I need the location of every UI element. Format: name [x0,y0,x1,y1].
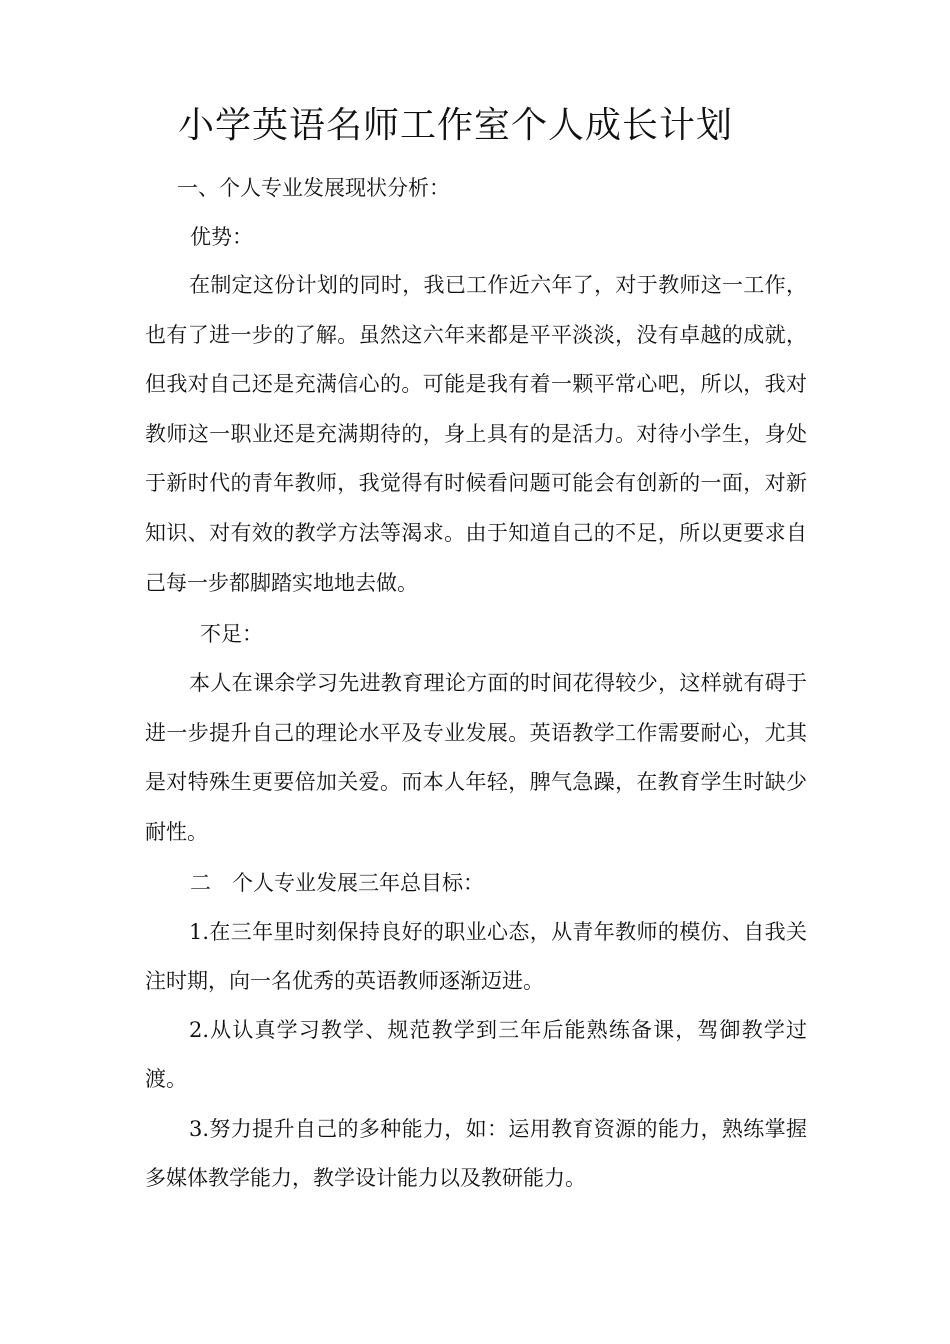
strengths-label: 优势： [190,225,253,249]
strengths-paragraph: 在制定这份计划的同时，我已工作近六年了，对于教师这一工作，也有了进一步的了解。虽然这六年来都是平平淡淡，没有卓越的成就，但我对自己还是充满信心的。可能是我有着一颗平常心吧，所以，我对教师这一职业还是充满期待的，身上具有的是活力。对待小学生，身处于新时代的青年教师，我觉得有时候看问题可能会有创新的一面，对新知识、对有效的教学方法等渴求。由于知道自己的不足，所以更要求自己每一步都脚踏实地地去做。 [145,273,807,595]
goal-item-3: 3.努力提升自己的多种能力，如：运用教育资源的能力，熟练掌握多媒体教学能力，教学设计能力以及教研能力。 [145,1117,807,1190]
section-1-heading: 一、个人专业发展现状分析： [177,176,450,200]
document-title: 小学英语名师工作室个人成长计划 [178,105,734,146]
goal-item-2: 2.从认真学习教学、规范教学到三年后能熟练备课，驾御教学过渡。 [145,1018,807,1091]
goal-item-1: 1.在三年里时刻保持良好的职业心态，从青年教师的模仿、自我关注时期，向一名优秀的英语教师逐渐迈进。 [145,920,807,993]
section-2-heading: 二 个人专业发展三年总目标： [190,871,484,895]
weaknesses-label: 不足： [200,622,263,646]
weaknesses-paragraph: 本人在课余学习先进教育理论方面的时间花得较少，这样就有碍于进一步提升自己的理论水平及专业发展。英语教学工作需要耐心，尤其是对特殊生更要倍加关爱。而本人年轻，脾气急躁，在教育学生时缺少耐性。 [145,671,807,844]
